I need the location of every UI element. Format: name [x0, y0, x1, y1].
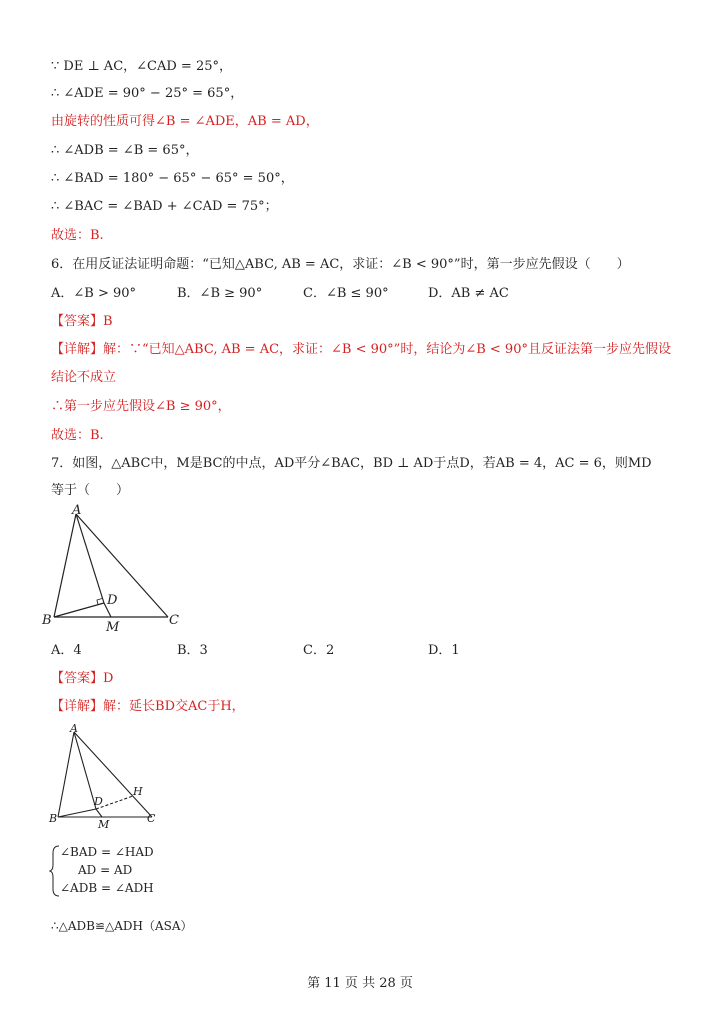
q6-option-b: B．∠B ≥ 90°: [177, 286, 263, 301]
fig1-label-m: M: [106, 620, 120, 635]
fig2-label-h: H: [133, 785, 143, 798]
prev-line-5: ∴ ∠BAD = 180° − 65° − 65° = 50°，: [51, 171, 294, 186]
q7-detail-line-1: [51, 698, 245, 716]
prev-line-1: ∵ DE ⊥ AC，∠CAD = 25°，: [51, 59, 232, 74]
fig1-side-ac: [76, 514, 168, 617]
q6-stem: 6．在用反证法证明命题：“已知△ABC, AB = AC，求证：∠B < 90°”时，第一步应先假设（ ）: [51, 257, 630, 272]
q7-stem-line-1: 7．如图，△ABC中，M是BC的中点，AD平分∠BAC，BD ⊥ AD于点D，若AB = 4，AC = 6，则MD: [51, 456, 652, 471]
fig1-label-d: D: [107, 593, 118, 608]
fig2-label-a: A: [70, 722, 78, 735]
fig1-segment-bd: [54, 603, 104, 617]
page-footer: 第 11 页 共 28 页: [307, 976, 413, 991]
q6-detail-line-2: 结论不成立: [51, 370, 117, 385]
prev-line-6: ∴ ∠BAC = ∠BAD + ∠CAD = 75°；: [51, 199, 278, 214]
fig2-label-c: C: [147, 812, 156, 825]
q7-option-d: D．1: [428, 643, 460, 658]
congruence-conclusion: ∴△ADB≌△ADH（ASA）: [51, 919, 193, 933]
q7-stem-line-2: 等于（ ）: [51, 483, 130, 498]
q7-triangle-figure: [40, 500, 200, 640]
fig1-label-b: B: [42, 613, 52, 628]
system-eq-3: ∠ADB = ∠ADH: [60, 881, 154, 895]
q7-solution-figure: [40, 718, 180, 836]
q7-option-c: C．2: [303, 643, 335, 658]
fig1-side-ab: [54, 514, 76, 617]
fig2-side-ab: [58, 732, 74, 817]
q6-option-d: D．AB ≠ AC: [428, 286, 509, 301]
q6-detail-line-3: ∴第一步应先假设∠B ≥ 90°，: [51, 399, 231, 414]
q6-detail-line-1: [51, 341, 671, 359]
fig2-segment-bd: [58, 809, 96, 817]
fig2-label-d: D: [94, 795, 103, 808]
fig1-bisector-ad: [76, 514, 104, 603]
q7-option-b: B．3: [177, 643, 208, 658]
q7-option-a: A．4: [51, 643, 82, 658]
q6-option-a: A．∠B > 90°: [51, 286, 137, 301]
fig2-label-m: M: [98, 818, 110, 831]
q6-detail-tag: 【详解】: [51, 342, 104, 357]
fig1-label-a: A: [72, 503, 82, 518]
prev-line-2: ∴ ∠ADE = 90° − 25° = 65°，: [51, 86, 244, 101]
q6-detail-text: 解：∵“已知△ABC, AB = AC，求证：∠B < 90°”时，结论为∠B < 90°且反证法第一步应先假设: [103, 342, 671, 357]
q6-option-c: C．∠B ≤ 90°: [303, 286, 389, 301]
fig2-label-b: B: [49, 812, 58, 825]
fig1-label-c: C: [169, 613, 179, 628]
q7-answer: 【答案】D: [51, 671, 114, 686]
q7-detail-text: 解：延长BD交AC于H，: [103, 699, 245, 714]
q6-choose: 故选：B.: [51, 428, 104, 443]
system-eq-1: ∠BAD = ∠HAD: [60, 845, 154, 859]
fig2-segment-dm: [96, 809, 102, 817]
prev-line-4: ∴ ∠ADB = ∠B = 65°，: [51, 143, 199, 158]
system-eq-2: AD = AD: [78, 863, 133, 877]
q7-detail-tag: 【详解】: [51, 699, 104, 714]
prev-choose: 故选：B.: [51, 228, 104, 243]
prev-line-3: 由旋转的性质可得∠B = ∠ADE，AB = AD，: [51, 114, 319, 129]
q6-answer: 【答案】B: [51, 314, 113, 329]
